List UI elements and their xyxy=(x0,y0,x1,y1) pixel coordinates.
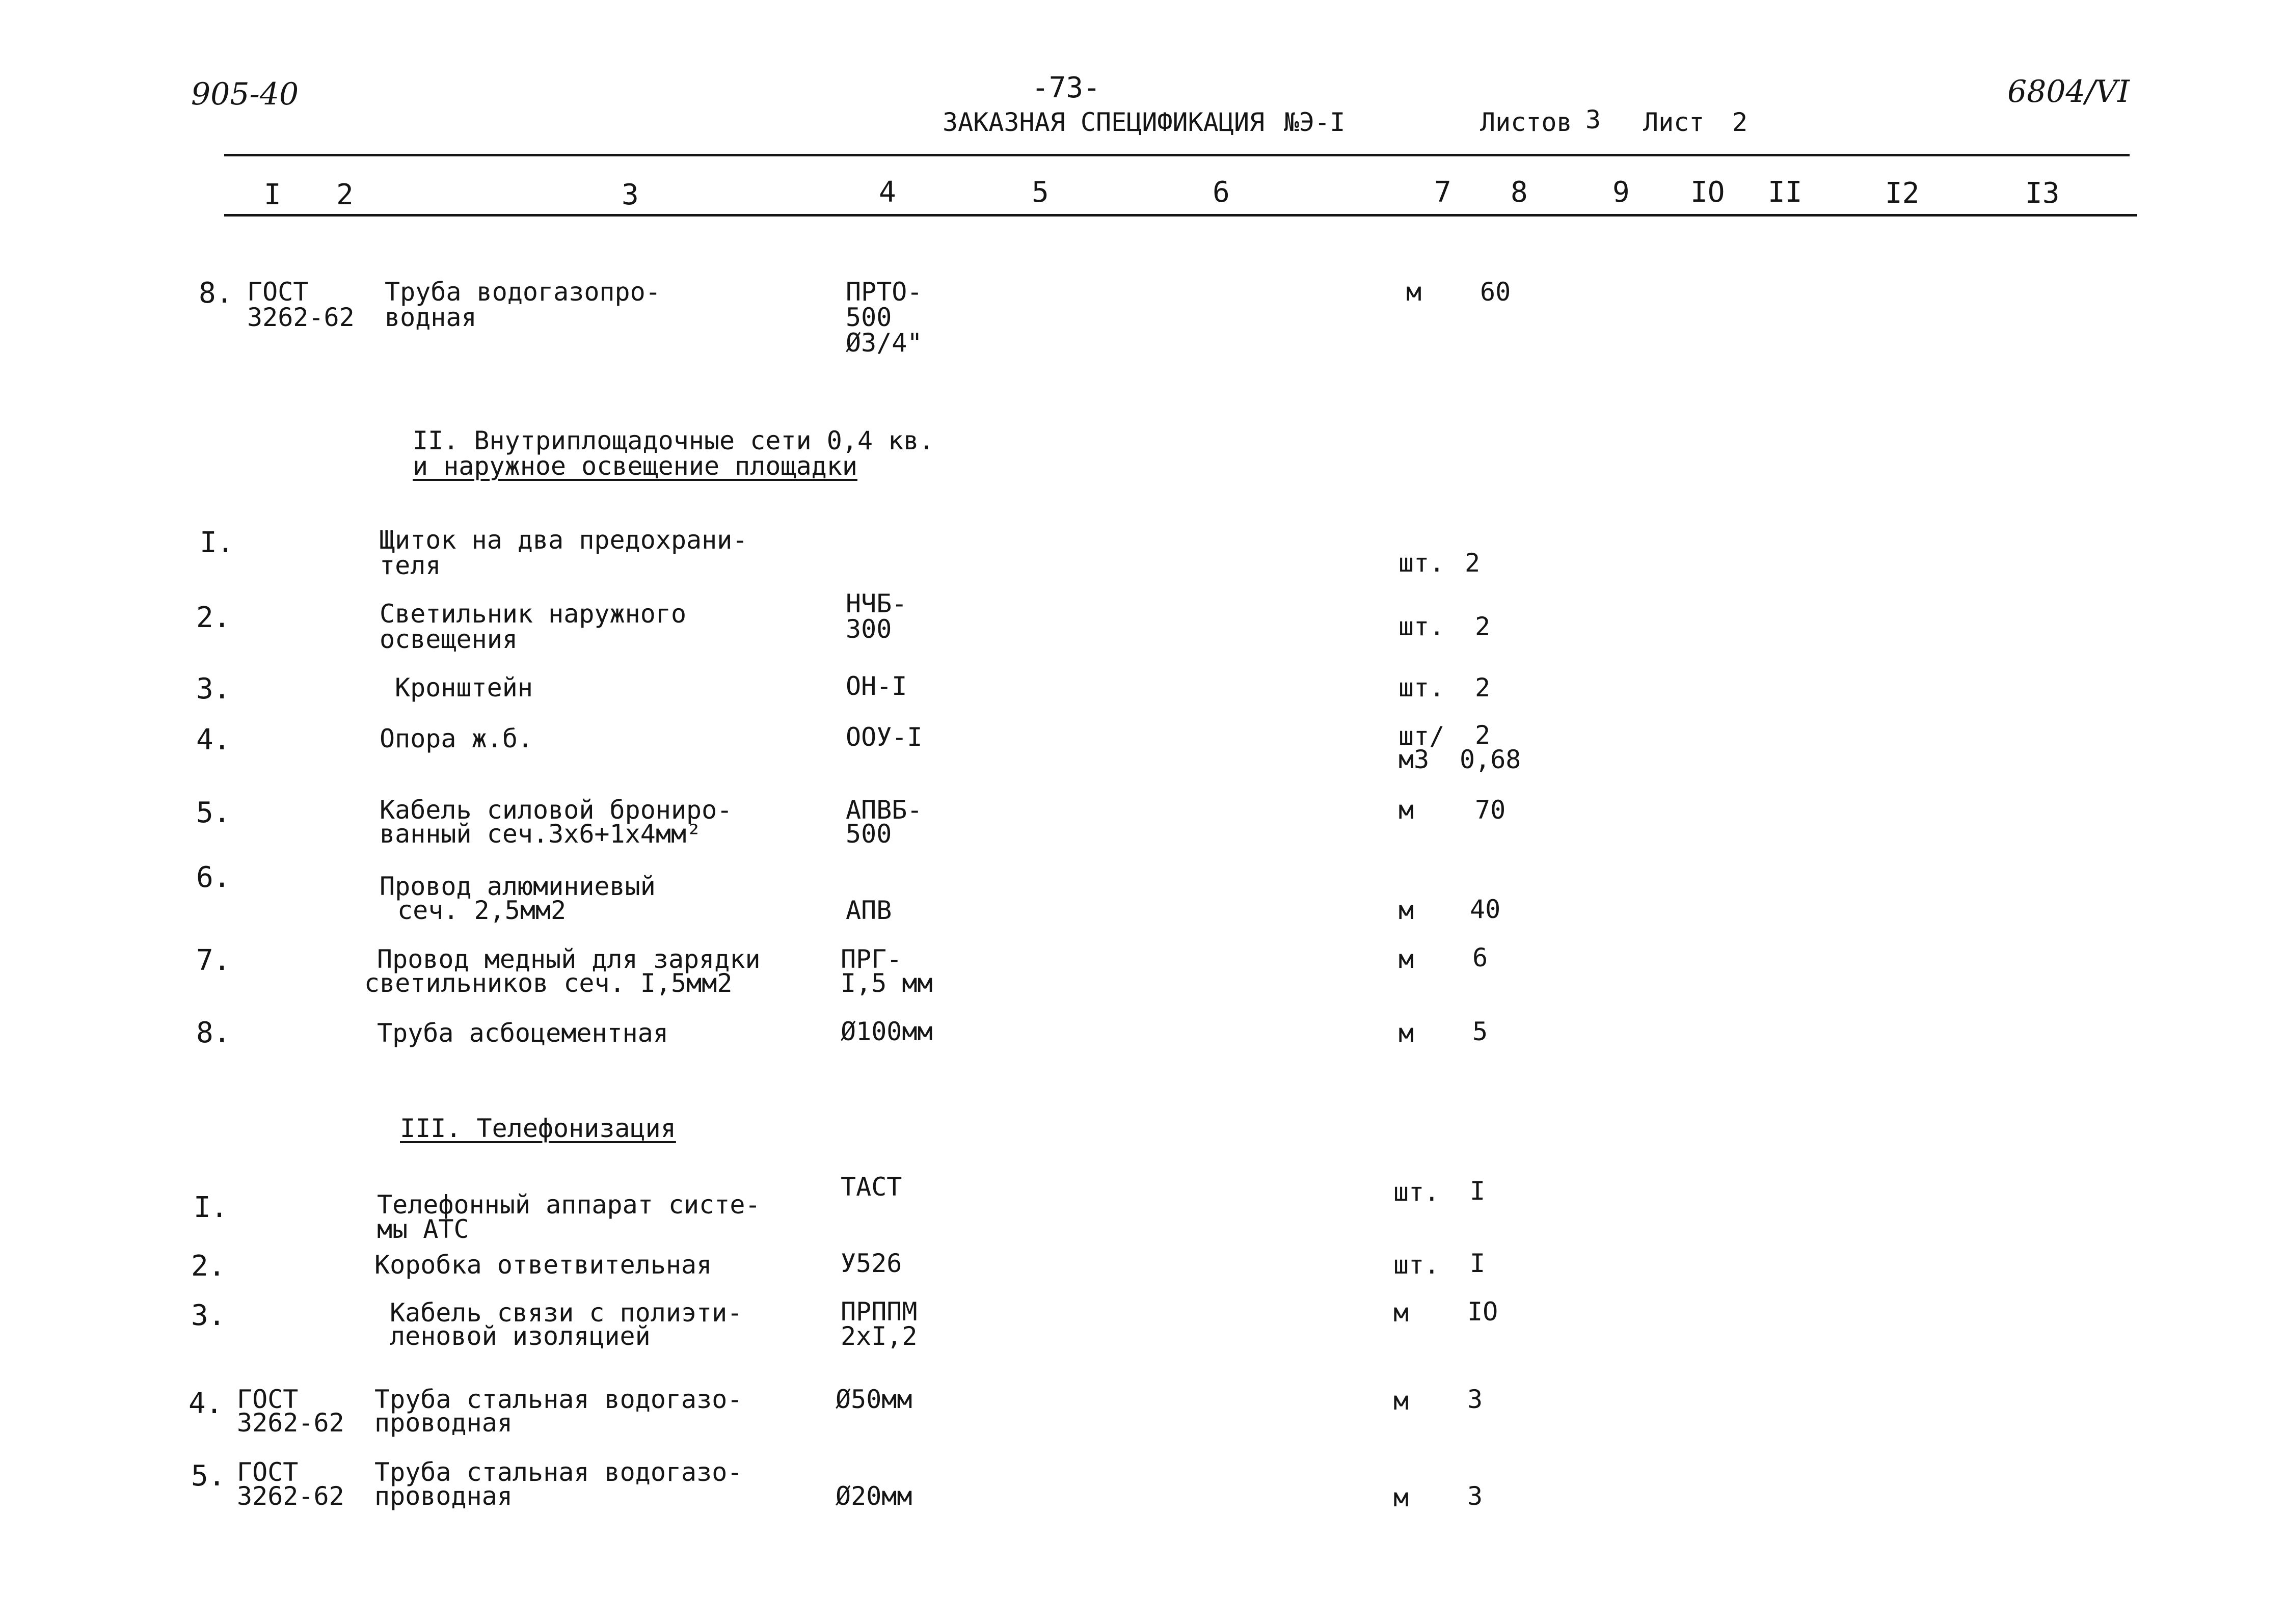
row-name: Кабель связи с полиэти- xyxy=(390,1298,743,1328)
row-name: леновой изоляцией xyxy=(390,1321,651,1351)
row-type: Ø100мм xyxy=(841,1017,933,1046)
row-standard: ГОСТ xyxy=(237,1385,299,1414)
row-name: проводная xyxy=(374,1408,513,1438)
row-name: Труба стальная водогазо- xyxy=(374,1385,743,1414)
row-type: У526 xyxy=(841,1249,902,1278)
row-name: Кронштейн xyxy=(395,673,533,702)
row-number: 8. xyxy=(199,277,233,310)
row-name: Кабель силовой брониро- xyxy=(380,795,733,825)
row-quantity: I xyxy=(1470,1176,1486,1206)
row-name: Провод медный для зарядки xyxy=(377,944,761,974)
row-quantity: 0,68 xyxy=(1460,745,1521,774)
row-name: Светильник наружного xyxy=(380,599,687,629)
row-quantity: 2 xyxy=(1475,612,1491,641)
row-name: светильников сеч. I,5мм2 xyxy=(364,968,733,998)
col-header-12: I2 xyxy=(1885,177,1920,210)
row-unit: шт. xyxy=(1399,673,1445,702)
row-type: ОН-I xyxy=(846,671,907,701)
sheets-label: Листов xyxy=(1480,107,1572,137)
row-quantity: 2 xyxy=(1465,548,1481,578)
doc-code-right: 6804/VI xyxy=(2007,74,2130,110)
section-title: III. Телефонизация xyxy=(400,1114,676,1143)
row-type: ПРГ- xyxy=(841,944,902,974)
sheets-value: 3 xyxy=(1585,105,1601,134)
page-number: -73- xyxy=(1032,71,1100,104)
row-quantity: 6 xyxy=(1472,943,1488,972)
row-unit: м xyxy=(1399,1018,1414,1048)
row-unit: м xyxy=(1393,1298,1409,1328)
row-type: 500 xyxy=(846,819,892,849)
row-number: 7. xyxy=(196,944,231,977)
row-unit: м xyxy=(1399,944,1414,974)
row-type: АПВ xyxy=(846,896,892,925)
row-unit: м xyxy=(1393,1483,1409,1512)
row-type: ПРТО- xyxy=(846,277,923,307)
row-type: Ø20мм xyxy=(836,1481,912,1511)
row-type: АПВБ- xyxy=(846,795,923,825)
row-quantity: 40 xyxy=(1470,895,1501,924)
row-name: теля xyxy=(380,551,441,580)
col-header-13: I3 xyxy=(2025,177,2060,210)
row-name: сеч. 2,5мм2 xyxy=(397,896,567,925)
sheet-value: 2 xyxy=(1732,107,1748,137)
row-name: водная xyxy=(385,303,477,332)
row-unit: шт. xyxy=(1399,548,1445,578)
row-name: Провод алюминиевый xyxy=(380,872,656,901)
row-standard: 3262-62 xyxy=(247,303,355,332)
row-number: 3. xyxy=(196,672,231,706)
doc-code-left: 905-40 xyxy=(191,76,299,112)
row-name: Телефонный аппарат систе- xyxy=(377,1190,761,1220)
spec-number: №Э-I xyxy=(1284,107,1346,137)
row-standard: ГОСТ xyxy=(247,277,309,307)
row-name: Труба водогазопро- xyxy=(385,277,661,307)
col-header-10: IO xyxy=(1690,176,1725,209)
row-unit: шт. xyxy=(1399,612,1445,641)
row-quantity: I xyxy=(1470,1249,1486,1278)
row-unit: м xyxy=(1399,896,1414,925)
row-type: ООУ-I xyxy=(846,722,923,752)
col-header-3: 3 xyxy=(622,178,639,211)
row-number: 5. xyxy=(191,1459,226,1493)
row-quantity: 5 xyxy=(1472,1017,1488,1046)
row-type: 2хI,2 xyxy=(841,1321,918,1351)
col-header-5: 5 xyxy=(1032,176,1049,209)
row-number: I. xyxy=(194,1191,228,1224)
row-number: 3. xyxy=(191,1299,226,1332)
col-header-4: 4 xyxy=(879,176,896,209)
row-type: НЧБ- xyxy=(846,589,907,618)
row-type: ТАСТ xyxy=(841,1172,902,1202)
row-unit: м xyxy=(1399,795,1414,825)
row-unit: шт. xyxy=(1393,1250,1440,1280)
row-quantity: IO xyxy=(1467,1297,1498,1327)
column-header-rule xyxy=(224,214,2137,216)
col-header-6: 6 xyxy=(1213,176,1230,209)
row-unit: шт/ xyxy=(1399,721,1445,751)
row-quantity: 2 xyxy=(1475,720,1491,750)
row-unit: м xyxy=(1393,1386,1409,1416)
row-type: Ø3/4" xyxy=(846,328,923,358)
row-quantity: 3 xyxy=(1467,1481,1483,1511)
col-header-2: 2 xyxy=(336,178,354,211)
row-number: 2. xyxy=(196,601,231,634)
section-title: II. Внутриплощадочные сети 0,4 кв. xyxy=(413,426,934,455)
row-quantity: 60 xyxy=(1480,277,1511,307)
row-type: Ø50мм xyxy=(836,1385,912,1414)
row-name: Щиток на два предохрани- xyxy=(380,525,748,555)
row-name: освещения xyxy=(380,625,518,654)
row-standard: 3262-62 xyxy=(237,1408,344,1438)
row-type: 500 xyxy=(846,303,892,332)
col-header-9: 9 xyxy=(1612,176,1630,209)
header-rule xyxy=(224,154,2130,156)
row-standard: 3262-62 xyxy=(237,1481,344,1511)
row-name: ванный сеч.3х6+1х4мм² xyxy=(380,819,702,849)
row-unit: шт. xyxy=(1393,1177,1440,1207)
row-name: Труба стальная водогазо- xyxy=(374,1457,743,1487)
row-name: Труба асбоцементная xyxy=(377,1018,668,1048)
row-number: 8. xyxy=(196,1016,231,1049)
row-number: 5. xyxy=(196,796,231,829)
row-number: I. xyxy=(200,526,234,559)
row-quantity: 2 xyxy=(1475,673,1491,702)
row-type: I,5 мм xyxy=(841,968,933,998)
row-number: 4. xyxy=(196,723,231,756)
row-number: 4. xyxy=(189,1387,223,1420)
sheet-label: Лист xyxy=(1643,107,1705,137)
row-name: Коробка ответвительная xyxy=(374,1250,712,1280)
row-quantity: 3 xyxy=(1467,1385,1483,1414)
row-quantity: 70 xyxy=(1475,795,1506,825)
spec-title: ЗАКАЗНАЯ СПЕЦИФИКАЦИЯ xyxy=(943,107,1265,137)
col-header-1: I xyxy=(264,178,281,211)
row-unit: м xyxy=(1406,277,1422,307)
row-type: 300 xyxy=(846,614,892,644)
col-header-7: 7 xyxy=(1434,176,1451,209)
row-name: Опора ж.б. xyxy=(380,724,533,753)
row-name: проводная xyxy=(374,1481,513,1511)
row-unit: м3 xyxy=(1399,745,1430,774)
row-name: мы АТС xyxy=(377,1214,469,1244)
row-number: 2. xyxy=(191,1250,226,1283)
col-header-8: 8 xyxy=(1511,176,1528,209)
col-header-11: II xyxy=(1768,176,1803,209)
section-title: и наружное освещение площадки xyxy=(413,451,857,481)
row-standard: ГОСТ xyxy=(237,1457,299,1487)
row-type: ПРППМ xyxy=(841,1297,918,1327)
row-number: 6. xyxy=(196,861,231,894)
